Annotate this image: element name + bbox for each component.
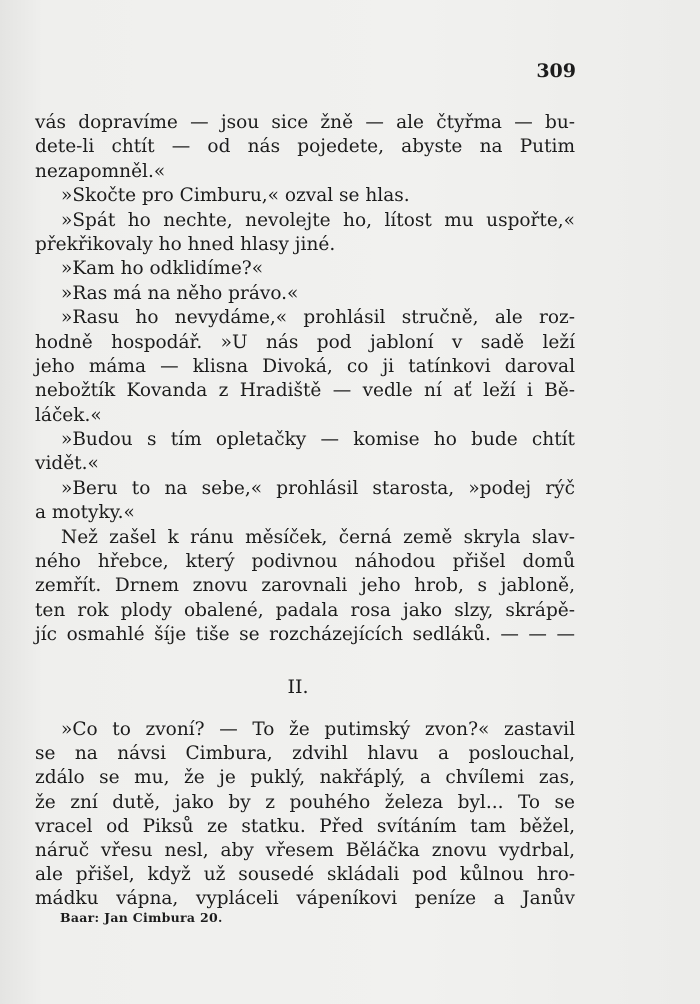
text-line: »Skočte pro Cimburu,« ozval se hlas. — [61, 185, 410, 207]
text-line: ného hřebce, který podivnou náhodou přišel domů — [35, 551, 575, 573]
text-line: ten rok plody obalené, padala rosa jako slzy, skrápě- — [35, 599, 575, 621]
text-line: Než zašel k ránu měsíček, černá země skryla slav- — [61, 526, 575, 548]
body-text-section-1 — [35, 111, 575, 648]
text-line: vracel od Piksů ze statku. Před svítáním tam běžel, — [35, 815, 575, 837]
text-line: zdálo se mu, že je puklý, nakřáplý, a chvílemi zas, — [35, 767, 575, 789]
text-line: láček.« — [35, 404, 102, 426]
text-line: vás dopravíme — jsou sice žně — ale čtyřma — bu- — [35, 112, 575, 133]
text-line: »Co to zvoní? — To že putimský zvon?« zastavil — [61, 719, 575, 740]
text-line: nebožtík Kovanda z Hradiště — vedle ní ať leží i Bě- — [35, 380, 575, 402]
page-footer-signature: Baar: Jan Cimbura 20. — [60, 910, 223, 925]
chapter-section-heading: II. — [287, 676, 309, 698]
text-line: »Kam ho odklidíme?« — [61, 258, 264, 280]
text-line: mádku vápna, vypláceli vápeníkovi peníze a Janův — [35, 888, 575, 910]
text-line: jíc osmahlé šíje tiše se rozcházejících sedláků. — — — — [35, 624, 575, 646]
text-line: vidět.« — [35, 453, 99, 475]
text-line: jeho máma — klisna Divoká, co ji tatínkovi daroval — [35, 355, 575, 377]
text-line: »Budou s tím opletačky — komise ho bude chtít — [61, 429, 575, 451]
text-line: a motyky.« — [35, 502, 135, 524]
text-line: »Rasu ho nevydáme,« prohlásil stručně, ale roz- — [61, 307, 575, 329]
text-line: »Spát ho nechte, nevolejte ho, lítost mu uspořte,« — [61, 209, 575, 231]
text-line: nezapomněl.« — [35, 160, 166, 182]
text-line: že zní dutě, jako by z pouhého železa byl... To se — [35, 791, 575, 813]
text-line: hodně hospodář. »U nás pod jabloní v sadě leží — [35, 331, 575, 353]
text-line: náruč vřesu nesl, aby vřesem Běláčka znovu vydrbal, — [35, 839, 575, 861]
text-line: dete-li chtít — od nás pojedete, abyste na Putim — [35, 136, 575, 158]
text-line: »Beru to na sebe,« prohlásil starosta, »podej rýč — [61, 477, 575, 499]
text-line: překřikovaly ho hned hlasy jiné. — [35, 233, 336, 255]
text-line: »Ras má na něho právo.« — [61, 282, 299, 304]
text-line: se na návsi Cimbura, zdvihl hlavu a poslouchal, — [35, 743, 575, 765]
page-number: 309 — [536, 60, 576, 82]
text-line: zemřít. Drnem znovu zarovnali jeho hrob, s jabloně, — [35, 575, 575, 597]
body-text-section-2 — [35, 718, 575, 912]
text-line: ale přišel, když už sousedé skládali pod kůlnou hro- — [35, 864, 575, 886]
